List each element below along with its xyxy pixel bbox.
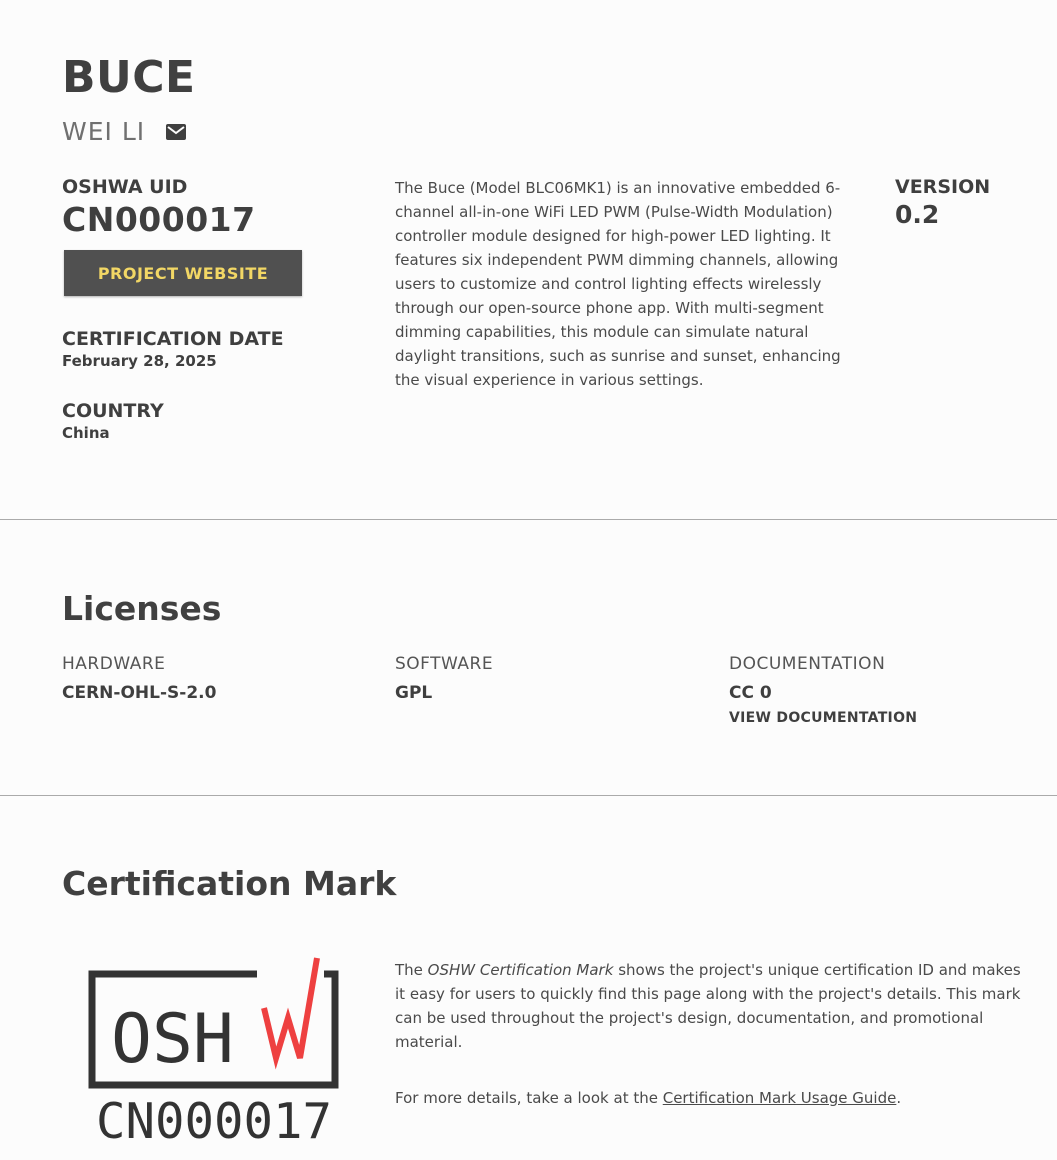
documentation-label: DOCUMENTATION: [729, 654, 886, 674]
mark-paragraph-1: [395, 958, 1035, 1054]
software-label: SOFTWARE: [395, 654, 494, 674]
section-divider: [0, 795, 1057, 796]
software-value: GPL: [395, 683, 433, 703]
hardware-license: [62, 654, 216, 703]
oshw-mark-w: [264, 958, 317, 1058]
documentation-value: CC 0: [729, 683, 772, 703]
version-label: VERSION: [895, 176, 991, 198]
view-documentation-link[interactable]: VIEW DOCUMENTATION: [729, 710, 918, 726]
licenses-heading: Licenses: [62, 589, 222, 628]
country-label: COUNTRY: [62, 400, 164, 422]
oshw-mark-letters: OSH: [111, 1000, 234, 1079]
version-value: 0.2: [895, 200, 940, 229]
author-name: WEI LI: [62, 117, 146, 146]
certification-mark-description: [395, 958, 1035, 1110]
uid-label: OSHWA UID: [62, 176, 188, 198]
mark-para2-before: For more details, take a look at the: [395, 1089, 663, 1107]
uid-value: CN000017: [62, 200, 256, 239]
project-meta: [62, 176, 362, 442]
certification-mark-heading: Certification Mark: [62, 864, 397, 903]
mark-para1-before: The: [395, 961, 428, 979]
version-block: [895, 176, 990, 229]
mark-para1-emphasis: OSHW Certification Mark: [427, 961, 614, 979]
hardware-label: HARDWARE: [62, 654, 166, 674]
oshw-mark-id: CN000017: [95, 1093, 333, 1147]
project-website-button[interactable]: PROJECT WEBSITE: [64, 250, 302, 296]
mark-paragraph-2: [395, 1086, 1035, 1110]
cert-date-label: CERTIFICATION DATE: [62, 328, 284, 350]
mark-para2-after: .: [896, 1089, 902, 1107]
cert-date-value: February 28, 2025: [62, 352, 217, 370]
mark-para1-after: shows the project's unique certification ID and makes it easy for users to quickly find this page along with the project's details. This mark can be used throughout the project's design, documentation, and promotional material.: [395, 961, 1021, 1051]
mail-icon[interactable]: [165, 123, 187, 141]
software-license: [395, 654, 493, 703]
usage-guide-link[interactable]: Certification Mark Usage Guide: [662, 1089, 897, 1107]
cert-date-block: [62, 328, 362, 370]
project-title: BUCE: [62, 52, 196, 103]
oshw-certification-mark: [82, 952, 346, 1147]
project-description: The Buce (Model BLC06MK1) is an innovative embedded 6-channel all-in-one WiFi LED PWM (Pulse-Width Modulation) controller module designed for high-power LED lighting. It features six independent PWM dimming channels, allowing users to customize and control lighting effects wirelessly through our open-source phone app. With multi-segment dimming capabilities, this module can simulate natural daylight transitions, such as sunrise and sunset, enhancing the visual experience in various settings.: [395, 179, 841, 389]
hardware-value: CERN-OHL-S-2.0: [62, 683, 217, 703]
country-value: China: [62, 424, 110, 442]
section-divider: [0, 519, 1057, 520]
country-block: [62, 400, 362, 442]
documentation-license: [729, 654, 917, 726]
author-row: [62, 117, 187, 146]
